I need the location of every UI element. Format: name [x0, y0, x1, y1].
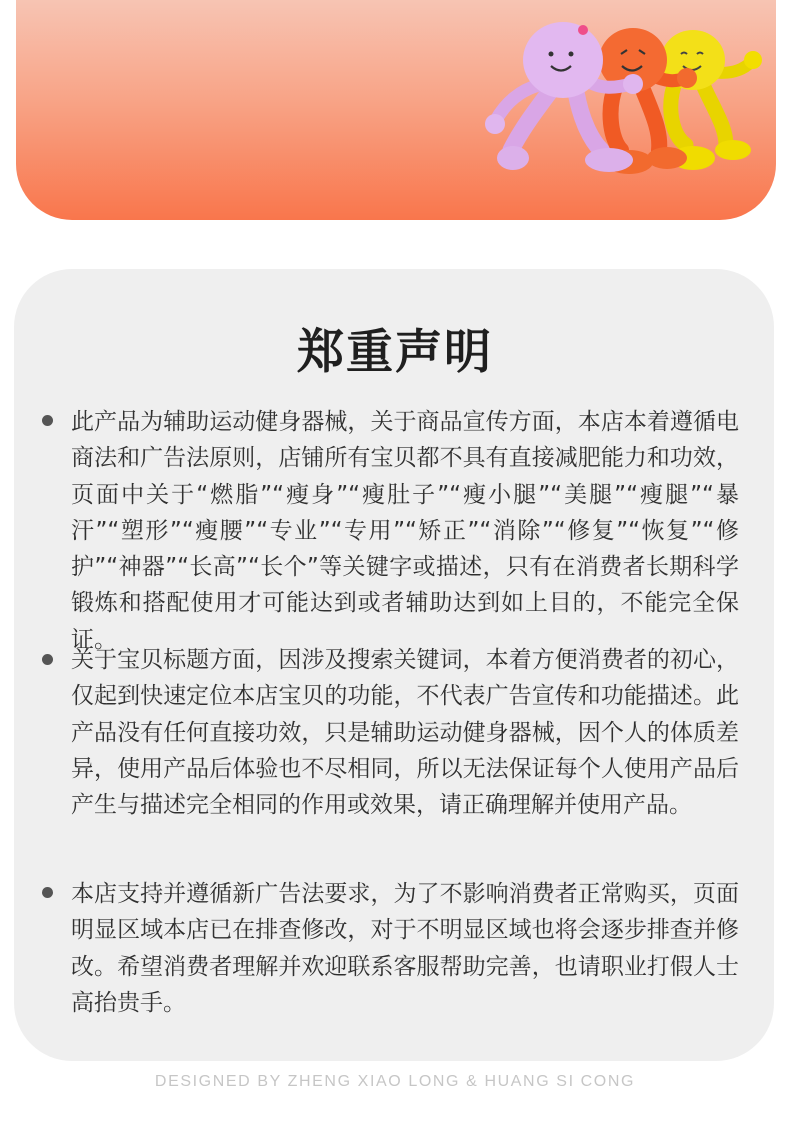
hero-banner	[16, 0, 776, 220]
notice-item-1: 此产品为辅助运动健身器械，关于商品宣传方面，本店本着遵循电商法和广告法原则，店铺所有宝贝都不具有直接减肥能力和功效，页面中关于“燃脂”“瘦身”“瘦肚子”“瘦小腿”“美腿”“瘦腿”“暴汗”“塑形”“瘦腰”“专业”“专用”“矫正”“消除”“修复”“恢复”“修护”“神器”“长高”“长个”等关键字或描述，只有在消费者长期科学锻炼和搭配使用才可能达到或者辅助达到如上目的，不能完全保证。	[71, 409, 739, 653]
notice-item-3: 本店支持并遵循新广告法要求，为了不影响消费者正常购买，页面明显区域本店已在排查修改，对于不明显区域也将会逐步排查并修改。希望消费者理解并欢迎联系客服帮助完善，也请职业打假人士高抬贵手。	[71, 881, 739, 1016]
designer-credit: DESIGNED BY ZHENG XIAO LONG & HUANG SI CONG	[154, 1073, 636, 1090]
running-mascots-illustration	[471, 10, 771, 180]
bullet-icon	[42, 654, 53, 665]
bullet-icon	[42, 887, 53, 898]
notice-item-2: 关于宝贝标题方面，因涉及搜索关键词，本着方便消费者的初心，仅起到快速定位本店宝贝的功能，不代表广告宣传和功能描述。此产品没有任何直接功效，只是辅助运动健身器械，因个人的体质差异，使用产品后体验也不尽相同，所以无法保证每个人使用产品后产生与描述完全相同的作用或效果，请正确理解并使用产品。	[71, 647, 739, 819]
bullet-icon	[42, 415, 53, 426]
notice-title: 郑重声明	[297, 325, 493, 380]
